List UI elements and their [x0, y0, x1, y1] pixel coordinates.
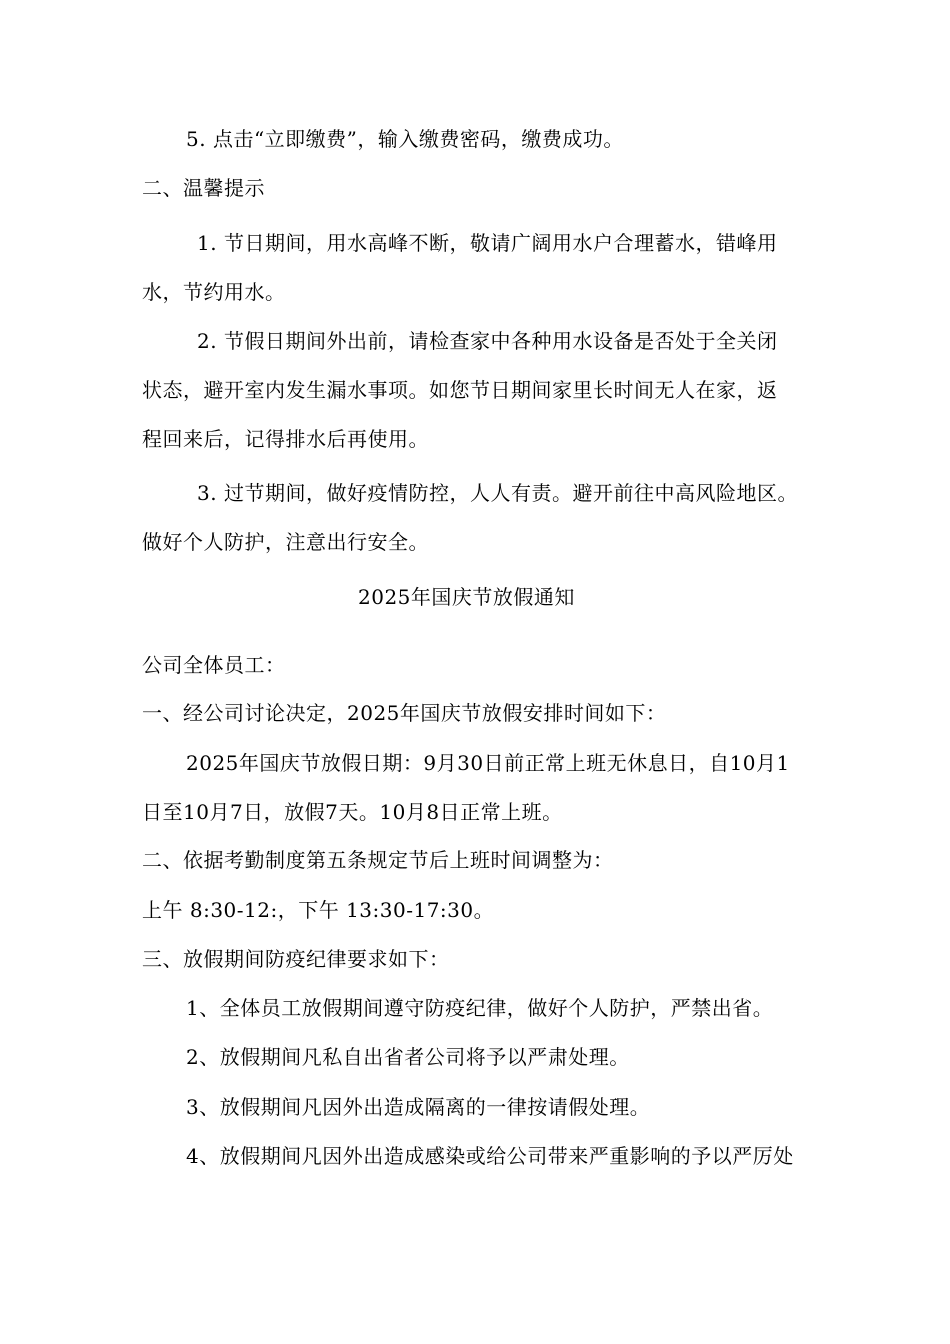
list-item: 1、全体员工放假期间遵守防疫纪律，做好个人防护，严禁出省。: [186, 996, 774, 1020]
paragraph-line: 上午 8:30-12:，下午 13:30-17:30。: [142, 898, 495, 922]
paragraph-line: 3. 过节期间，做好疫情防控，人人有责。避开前往中高风险地区。: [197, 481, 798, 505]
list-item: 4、放假期间凡因外出造成感染或给公司带来严重影响的予以严厉处: [186, 1144, 794, 1168]
list-item: 3、放假期间凡因外出造成隔离的一律按请假处理。: [186, 1095, 651, 1119]
paragraph-line: 2025年国庆节放假日期：9月30日前正常上班无休息日，自10月1: [186, 751, 790, 775]
document-title: 2025年国庆节放假通知: [358, 585, 575, 609]
paragraph-line: 水，节约用水。: [142, 280, 286, 304]
paragraph-line: 日至10月7日，放假7天。10月8日正常上班。: [142, 800, 563, 824]
section-heading: 二、依据考勤制度第五条规定节后上班时间调整为：: [142, 848, 614, 872]
paragraph-line: 状态，避开室内发生漏水事项。如您节日期间家里长时间无人在家，返: [142, 378, 778, 402]
paragraph-line: 做好个人防护，注意出行安全。: [142, 530, 429, 554]
list-item: 2、放假期间凡私自出省者公司将予以严肃处理。: [186, 1045, 630, 1069]
section-heading: 三、放假期间防疫纪律要求如下：: [142, 947, 450, 971]
paragraph-line: 1. 节日期间，用水高峰不断，敬请广阔用水户合理蓄水，错峰用: [197, 231, 778, 255]
section-heading: 二、温馨提示: [142, 176, 265, 200]
paragraph-line: 程回来后，记得排水后再使用。: [142, 427, 429, 451]
section-heading: 一、经公司讨论决定，2025年国庆节放假安排时间如下：: [142, 701, 667, 725]
salutation: 公司全体员工：: [142, 653, 286, 677]
paragraph-line: 5. 点击“立即缴费”，输入缴费密码，缴费成功。: [186, 127, 624, 151]
paragraph-line: 2. 节假日期间外出前，请检查家中各种用水设备是否处于全关闭: [197, 329, 778, 353]
